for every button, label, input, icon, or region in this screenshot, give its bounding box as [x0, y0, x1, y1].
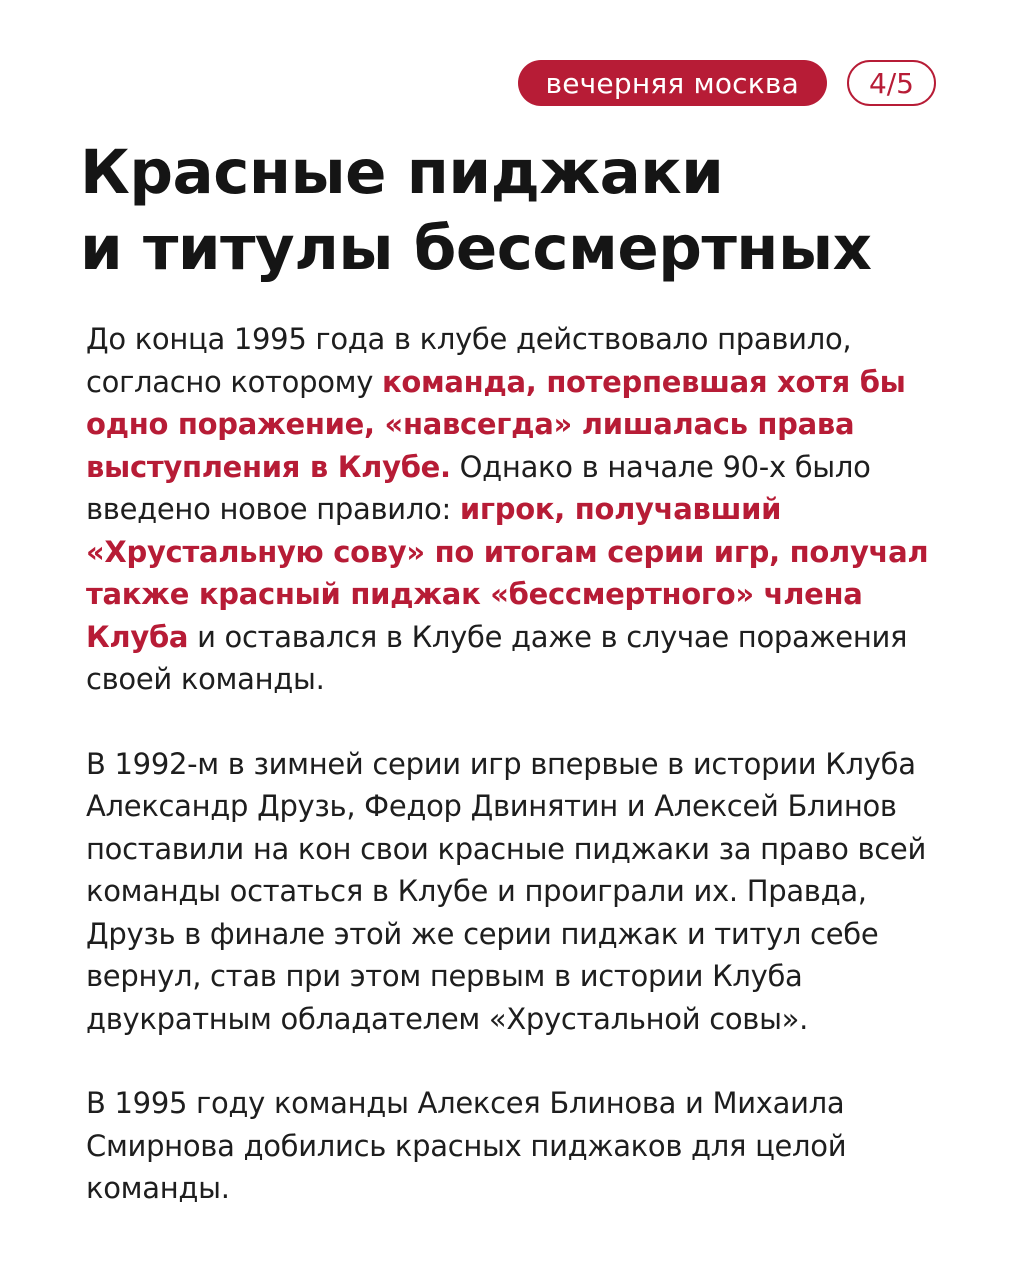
- highlight-text: игрок, получавший «Хрустальную сову» по итогам серии игр, получал также красный пиджак «бессмертного» члена Клуба: [86, 492, 929, 654]
- header-bar: [518, 60, 936, 106]
- paragraph-1992: В 1992-м в зимней серии игр впервые в истории Клуба Александр Друзь, Федор Двинятин и Алексей Блинов поставили на кон свои красные пиджаки за право всей команды остаться в Клубе и проиграли их. Правда, Друзь в финале этой же серии пиджак и титул себе вернул, став при этом первым в истории Клуба двукратным обладателем «Хрустальной совы».: [86, 746, 927, 1036]
- paragraph-1995: В 1995 году команды Алексея Блинова и Михаила Смирнова добились красных пиджаков для целой команды.: [86, 1086, 847, 1205]
- text-run: и оставался в Клубе даже в случае поражения своей команды.: [86, 619, 908, 696]
- highlight-text: команда, потерпевшая хотя бы одно поражение, «навсегда» лишалась права выступления в Клубе.: [86, 364, 906, 484]
- paragraph-rules: [86, 318, 956, 701]
- article-body: [86, 318, 956, 1210]
- title-line-2: и титулы бессмертных: [80, 213, 872, 284]
- text-run: До конца 1995 года в клубе действовало правило, согласно которому: [86, 322, 852, 399]
- brand-badge: вечерняя москва: [518, 60, 827, 106]
- text-run: Однако в начале 90-х было введено новое правило:: [86, 449, 871, 526]
- page-counter: 4/5: [847, 60, 936, 106]
- page-title: [80, 135, 960, 287]
- title-line-1: Красные пиджаки: [80, 137, 724, 208]
